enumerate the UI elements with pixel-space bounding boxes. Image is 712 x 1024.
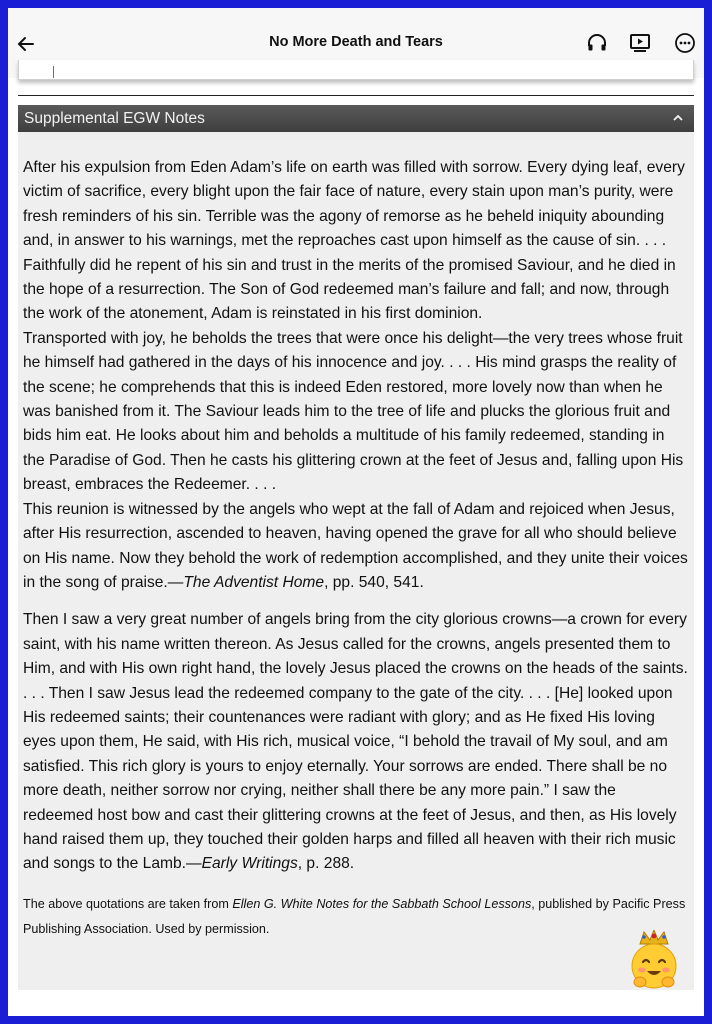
footnote-book-title: Ellen G. White Notes for the Sabbath School Lessons	[232, 896, 532, 911]
crowned-smiling-face-emoji	[628, 930, 680, 990]
notes-content	[18, 132, 694, 942]
source-pages: , p. 288.	[297, 855, 355, 873]
app-window	[8, 8, 704, 1016]
section-title: Supplemental EGW Notes	[24, 109, 205, 127]
quote-paragraph	[23, 608, 688, 876]
source-pages: , pp. 540, 541.	[324, 573, 424, 591]
divider	[18, 95, 694, 96]
source-title: The Adventist Home	[183, 573, 325, 591]
source-title: Early Writings	[201, 855, 298, 873]
quote-text: This reunion is witnessed by the angels who wept at the fall of Adam and rejoiced when Jesus, after His resurrection, ascended to heaven, having opened the grave for all who should believe on His name. Now they behold the work of redemption accomplished, and they unite their voices in the song of praise.—	[23, 500, 688, 591]
supplemental-notes-section	[18, 105, 694, 990]
quote-paragraph	[23, 498, 688, 596]
slideshow-button[interactable]	[627, 30, 653, 56]
collapsed-notes-box[interactable]	[18, 60, 694, 80]
quote-text: Then I saw a very great number of angels bring from the city glorious crowns—a crown for every saint, with his name written thereon. As Jesus called for the crowns, angels presented them to Him, and with His own right hand, the lovely Jesus placed the crowns on the heads of the saints. . . . Then I saw Jesus lead the redeemed company to the gate of the city. . . . [He] looked upon His redeemed saints; their countenances were radiant with glory; and as He fixed His loving eyes upon them, He said, with His rich, musical voice, “I behold the travail of My soul, and am satisfied. This rich glory is yours to enjoy eternally. Your sorrows are ended. There shall be no more death, neither sorrow nor crying, neither shall there be any more pain.” I saw the redeemed host bow and cast their glittering crowns at the feet of Jesus, and then, as His lovely hand raised them up, they touched their golden harps and filled all heaven with their rich music and songs to the Lamb.—	[23, 611, 688, 873]
quote-paragraph: Transported with joy, he beholds the trees that were once his delight—the very trees whose fruit he himself had gathered in the days of his innocence and joy. . . . His mind grasps the reality of the scene; he comprehends that this is indeed Eden restored, more lovely now than when he was banished from it. The Saviour leads him to the tree of life and plucks the glorious fruit and bids him eat. He looks about him and beholds a multitude of his family redeemed, standing in the Paradise of God. Then he casts his glittering crown at the feet of Jesus and, falling upon His breast, embraces the Redeemer. . . .	[23, 329, 684, 494]
page-title: No More Death and Tears	[269, 34, 443, 50]
slideshow-play-icon	[629, 32, 651, 54]
section-header-toggle[interactable]	[18, 105, 694, 132]
quote-paragraph: After his expulsion from Eden Adam’s life on earth was filled with sorrow. Every dying leaf, every victim of sacrifice, every blight upon the fair face of nature, every stain upon man’s purity, were fresh reminders of his sin. Terrible was the agony of remorse as he beheld iniquity abounding and, in answer to his warnings, met the reproaches cast upon himself as the cause of sin. . . . Faithfully did he repent of his sin and trust in the merits of the promised Saviour, and he died in the hope of a resurrection. The Son of God redeemed man’s failure and fall; and now, through the work of the atonement, Adam is reinstated in his first dominion.	[23, 159, 685, 323]
more-options-button[interactable]	[672, 30, 698, 56]
audio-button[interactable]	[584, 30, 610, 56]
chevron-up-icon	[672, 112, 684, 124]
more-options-icon	[674, 32, 696, 54]
headphones-icon	[586, 32, 608, 54]
back-arrow-icon	[16, 34, 36, 54]
back-button[interactable]	[14, 32, 38, 56]
text-cursor	[53, 66, 54, 78]
footnote: The above quotations are taken from Ellen G. White Notes for the Sabbath School Lessons, published by Pacific Press Publishing Association. Used by permission.	[23, 896, 686, 936]
